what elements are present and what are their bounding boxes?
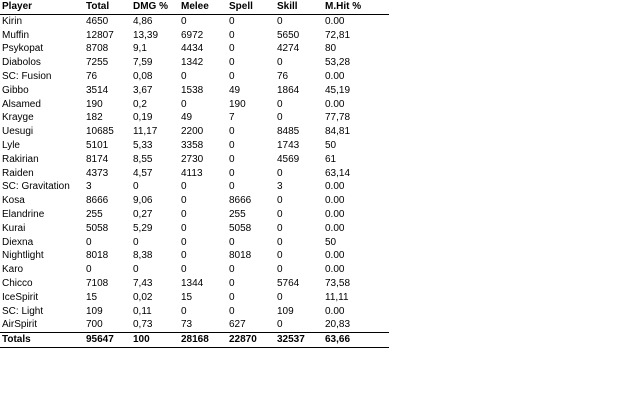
table-row <box>0 277 389 291</box>
cell-spell: 0 <box>229 70 235 82</box>
cell-dmg-pct: 5,33 <box>133 139 153 151</box>
cell-mhit-pct: 84,81 <box>325 126 351 138</box>
cell-player: Kosa <box>2 195 25 207</box>
cell-spell: 0 <box>229 57 235 69</box>
cell-total: 8018 <box>86 250 109 262</box>
totals-cell-total: 95647 <box>84 333 131 348</box>
totals-cell-mhit-pct: 63,66 <box>323 333 389 348</box>
cell-player: Muffin <box>2 29 30 41</box>
cell-mhit-pct: 61 <box>325 153 337 165</box>
cell-total: 4373 <box>86 167 109 179</box>
cell-spell: 0 <box>229 139 235 151</box>
cell-skill: 0 <box>277 167 283 179</box>
cell-total: 4650 <box>86 15 109 27</box>
cell-mhit-pct: 0.00 <box>325 98 345 110</box>
cell-melee: 4113 <box>181 167 203 179</box>
cell-total: 7255 <box>86 57 109 69</box>
cell-total: 3 <box>86 181 92 193</box>
cell-dmg-pct: 0,08 <box>133 70 153 82</box>
cell-mhit-pct: 77,78 <box>325 112 351 124</box>
table-row <box>0 98 389 112</box>
cell-dmg-pct: 7,59 <box>133 57 153 69</box>
cell-skill: 8485 <box>277 126 300 138</box>
cell-total: 7108 <box>86 277 109 289</box>
cell-skill: 4569 <box>277 153 300 165</box>
cell-melee: 0 <box>181 264 187 276</box>
cell-spell: 0 <box>229 126 235 138</box>
cell-mhit-pct: 73,58 <box>325 277 351 289</box>
cell-skill: 0 <box>275 318 323 332</box>
column-header-player: Player <box>0 0 84 14</box>
cell-player: Nightlight <box>2 250 44 262</box>
cell-skill: 3 <box>277 181 283 193</box>
cell-total: 8666 <box>86 195 109 207</box>
cell-melee: 0 <box>181 195 187 207</box>
cell-skill: 5650 <box>277 29 300 41</box>
cell-melee: 73 <box>179 318 227 332</box>
cell-total: 109 <box>86 305 103 317</box>
cell-dmg-pct: 0 <box>133 264 139 276</box>
cell-mhit-pct: 20,83 <box>323 318 389 332</box>
cell-spell: 7 <box>229 112 235 124</box>
cell-melee: 6972 <box>181 29 204 41</box>
cell-spell: 0 <box>229 181 235 193</box>
cell-player: Lyle <box>2 139 20 151</box>
cell-melee: 4434 <box>181 43 204 55</box>
cell-spell: 8018 <box>229 250 252 262</box>
cell-player: Uesugi <box>2 126 34 138</box>
table-row <box>0 263 389 277</box>
cell-total: 182 <box>86 112 103 124</box>
cell-player: Kirin <box>2 15 23 27</box>
cell-total: 5058 <box>86 222 109 234</box>
cell-mhit-pct: 0.00 <box>325 305 345 317</box>
cell-melee: 1342 <box>181 57 204 69</box>
cell-player: SC: Light <box>2 305 44 317</box>
cell-melee: 0 <box>181 250 187 262</box>
cell-player: Krayge <box>2 112 34 124</box>
cell-melee: 1538 <box>181 84 204 96</box>
cell-spell: 0 <box>229 153 235 165</box>
table-row <box>0 84 389 98</box>
cell-melee: 0 <box>181 222 187 234</box>
cell-skill: 5764 <box>277 277 300 289</box>
cell-total: 8708 <box>86 43 109 55</box>
cell-dmg-pct: 8,55 <box>133 153 153 165</box>
cell-player: IceSpirit <box>2 291 39 303</box>
cell-mhit-pct: 11,11 <box>325 291 349 303</box>
cell-total: 0 <box>86 264 92 276</box>
cell-mhit-pct: 0.00 <box>325 250 345 262</box>
cell-skill: 109 <box>277 305 294 317</box>
cell-skill: 0 <box>277 98 283 110</box>
cell-spell: 49 <box>229 84 241 96</box>
table-row <box>0 14 389 28</box>
cell-player: SC: Gravitation <box>2 181 70 193</box>
cell-melee: 0 <box>181 70 187 82</box>
cell-player: Karo <box>2 264 24 276</box>
cell-melee: 3358 <box>181 139 204 151</box>
cell-player: Diabolos <box>2 57 41 69</box>
cell-dmg-pct: 9,06 <box>133 195 153 207</box>
cell-mhit-pct: 0.00 <box>325 208 345 220</box>
cell-skill: 0 <box>277 250 283 262</box>
cell-total: 0 <box>86 236 92 248</box>
cell-melee: 0 <box>181 98 187 110</box>
cell-spell: 0 <box>229 236 235 248</box>
cell-spell: 0 <box>229 15 235 27</box>
cell-skill: 0 <box>277 112 283 124</box>
cell-total: 8174 <box>86 153 109 165</box>
cell-skill: 1864 <box>277 84 300 96</box>
cell-dmg-pct: 0,27 <box>133 208 153 220</box>
cell-dmg-pct: 3,67 <box>133 84 153 96</box>
cell-total: 15 <box>86 291 98 303</box>
cell-mhit-pct: 0.00 <box>325 70 345 82</box>
cell-melee: 0 <box>181 305 187 317</box>
table-row <box>0 42 389 56</box>
cell-mhit-pct: 0.00 <box>325 222 345 234</box>
cell-spell: 0 <box>229 305 235 317</box>
cell-mhit-pct: 53,28 <box>325 57 351 69</box>
table-row <box>0 29 389 43</box>
cell-total: 190 <box>86 98 103 110</box>
cell-spell: 8666 <box>229 195 252 207</box>
cell-dmg-pct: 5,29 <box>133 222 153 234</box>
cell-skill: 0 <box>277 208 283 220</box>
cell-player: Raiden <box>2 167 34 179</box>
cell-melee: 0 <box>181 236 187 248</box>
table-row <box>0 56 389 70</box>
column-header-mhit-pct: M.Hit % <box>323 0 389 14</box>
cell-melee: 0 <box>181 15 187 27</box>
cell-melee: 0 <box>181 181 187 193</box>
table-row <box>0 291 389 305</box>
cell-skill: 76 <box>277 70 289 82</box>
cell-dmg-pct: 0,73 <box>131 318 179 332</box>
cell-spell: 0 <box>229 264 235 276</box>
cell-spell: 0 <box>229 43 235 55</box>
header-row <box>0 0 389 14</box>
cell-player: Alsamed <box>2 98 41 110</box>
cell-player: Rakirian <box>2 153 39 165</box>
totals-row <box>0 333 389 348</box>
cell-total: 700 <box>84 318 131 332</box>
table-row <box>0 318 389 332</box>
table-row <box>0 194 389 208</box>
totals-cell-skill: 32537 <box>275 333 323 348</box>
cell-player: AirSpirit <box>0 318 84 332</box>
cell-dmg-pct: 0,11 <box>133 305 152 317</box>
cell-total: 10685 <box>86 126 114 138</box>
cell-total: 3514 <box>86 84 109 96</box>
table-row <box>0 70 389 84</box>
cell-skill: 0 <box>277 57 283 69</box>
cell-total: 76 <box>86 70 98 82</box>
cell-total: 255 <box>86 208 103 220</box>
cell-skill: 0 <box>277 15 283 27</box>
cell-dmg-pct: 7,43 <box>133 277 153 289</box>
cell-total: 12807 <box>86 29 114 41</box>
column-header-total: Total <box>84 0 131 14</box>
cell-mhit-pct: 0.00 <box>325 181 345 193</box>
table-row <box>0 125 389 139</box>
cell-player: Chicco <box>2 277 33 289</box>
cell-player: SC: Fusion <box>2 70 52 82</box>
cell-total: 5101 <box>86 139 109 151</box>
cell-spell: 5058 <box>229 222 252 234</box>
cell-skill: 1743 <box>277 139 300 151</box>
cell-mhit-pct: 0.00 <box>325 264 345 276</box>
cell-mhit-pct: 63,14 <box>325 167 351 179</box>
table-row <box>0 222 389 236</box>
cell-melee: 0 <box>181 208 187 220</box>
table-row <box>0 153 389 167</box>
table-body <box>0 14 389 332</box>
cell-dmg-pct: 4,86 <box>133 15 153 27</box>
cell-player: Gibbo <box>2 84 29 96</box>
totals-cell-dmg-pct: 100 <box>131 333 179 348</box>
cell-melee: 2200 <box>181 126 204 138</box>
totals-cell-spell: 22870 <box>227 333 275 348</box>
cell-dmg-pct: 0,02 <box>133 291 153 303</box>
table-row <box>0 139 389 153</box>
cell-skill: 0 <box>277 195 283 207</box>
cell-dmg-pct: 9,1 <box>133 43 147 55</box>
cell-mhit-pct: 80 <box>325 43 337 55</box>
totals-cell-melee: 28168 <box>179 333 227 348</box>
cell-player: Diexna <box>2 236 34 248</box>
column-header-dmg-pct: DMG % <box>131 0 179 14</box>
cell-mhit-pct: 45,19 <box>325 84 351 96</box>
cell-skill: 0 <box>277 264 283 276</box>
cell-spell: 0 <box>229 167 235 179</box>
cell-spell: 190 <box>229 98 246 110</box>
column-header-skill: Skill <box>275 0 323 14</box>
cell-dmg-pct: 0,19 <box>133 112 153 124</box>
cell-skill: 4274 <box>277 43 300 55</box>
cell-spell: 0 <box>229 29 235 41</box>
cell-dmg-pct: 8,38 <box>133 250 153 262</box>
cell-player: Elandrine <box>2 208 45 220</box>
cell-player: Psykopat <box>2 43 44 55</box>
cell-spell: 255 <box>229 208 246 220</box>
cell-spell: 0 <box>229 277 235 289</box>
cell-mhit-pct: 0.00 <box>325 195 345 207</box>
column-header-melee: Melee <box>179 0 227 14</box>
table-row <box>0 249 389 263</box>
table-row <box>0 208 389 222</box>
cell-dmg-pct: 4,57 <box>133 167 153 179</box>
cell-dmg-pct: 0 <box>133 236 139 248</box>
table-row <box>0 111 389 125</box>
cell-melee: 15 <box>181 291 193 303</box>
cell-dmg-pct: 0 <box>133 181 139 193</box>
cell-spell: 0 <box>229 291 235 303</box>
cell-mhit-pct: 72,81 <box>325 29 351 41</box>
cell-mhit-pct: 0.00 <box>325 15 345 27</box>
cell-skill: 0 <box>277 222 283 234</box>
table-row <box>0 167 389 181</box>
cell-melee: 2730 <box>181 153 204 165</box>
table-row <box>0 305 389 319</box>
column-header-spell: Spell <box>227 0 275 14</box>
table-row <box>0 180 389 194</box>
cell-melee: 49 <box>181 112 193 124</box>
cell-melee: 1344 <box>181 277 204 289</box>
cell-player: Kurai <box>2 222 26 234</box>
cell-mhit-pct: 50 <box>325 236 337 248</box>
totals-cell-player: Totals <box>0 333 84 348</box>
cell-dmg-pct: 11,17 <box>133 126 158 138</box>
cell-spell: 627 <box>227 318 275 332</box>
table-row <box>0 236 389 250</box>
cell-skill: 0 <box>277 291 283 303</box>
cell-skill: 0 <box>277 236 283 248</box>
cell-dmg-pct: 13,39 <box>133 29 159 41</box>
cell-dmg-pct: 0,2 <box>133 98 147 110</box>
cell-mhit-pct: 50 <box>325 139 337 151</box>
